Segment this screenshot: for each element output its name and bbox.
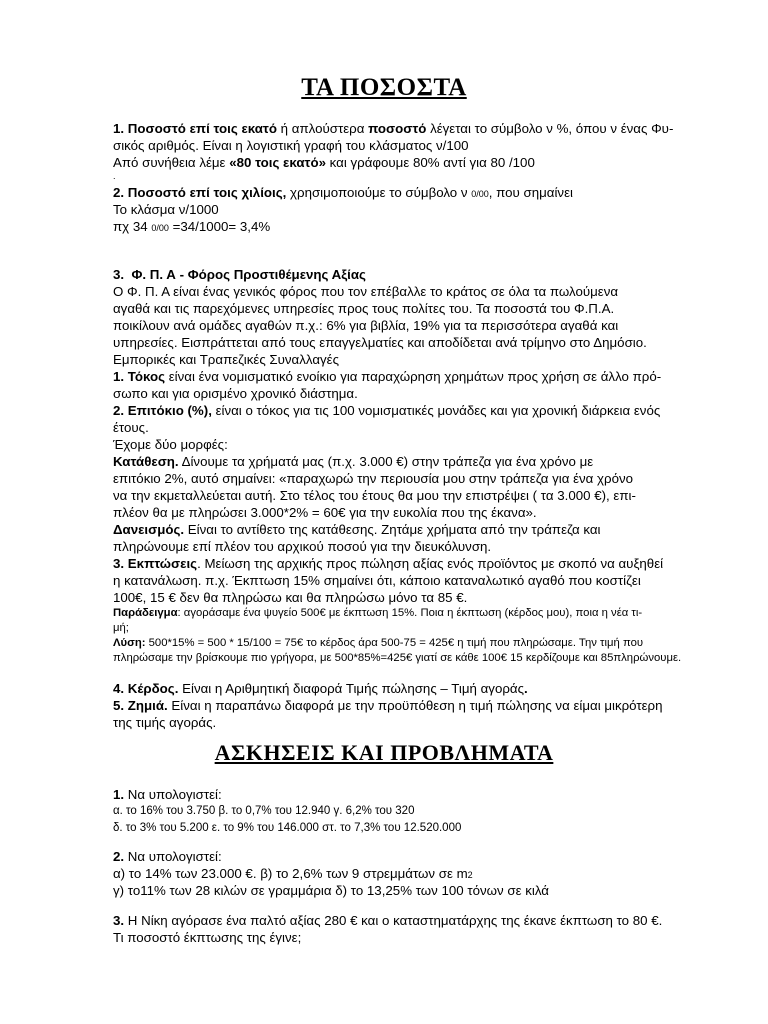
exercises-title: ΑΣΚΗΣΕΙΣ ΚΑΙ ΠΡΟΒΛΗΜΑΤΑ (214, 740, 554, 765)
section-permille-example: πχ 34 0/00 =34/1000= 3,4% (113, 219, 271, 234)
katathesi-line: πλέον θα με πληρώσει 3.000*2% = 60€ για την ευκολία που της έκανα». (113, 505, 537, 520)
term-permille: Ποσοστό επί τοις χιλίοις, (127, 185, 287, 200)
zimia-line-1: 5. Ζημιά. Είναι η παραπάνω διαφορά με την προϋπόθεση η τιμή πώλησης να είμαι μικρότερη (113, 698, 663, 713)
term-kerdos: 4. Κέρδος. (113, 681, 179, 696)
term-katathesi: Κατάθεση. (113, 454, 179, 469)
solution-line-1: Λύση: 500*15% = 500 * 15/100 = 75€ το κέρδος άρα 500-75 = 425€ η τιμή που πληρώσαμε. Την τιμή που (113, 637, 644, 649)
exercise-1-line-2: δ. το 3% του 5.200 ε. το 9% του 146.000 στ. το 7,3% του 12.520.000 (113, 822, 462, 834)
katathesi-line-1: Κατάθεση. Δίνουμε τα χρήματά μας (π.χ. 3.000 €) στην τράπεζα για ένα χρόνο με (113, 454, 594, 469)
forms-line: Έχομε δύο μορφές: (113, 437, 228, 452)
tokos-line-1: 1. Τόκος είναι ένα νομισματικό ενοίκιο για παραχώρηση χρημάτων προς χρήση σε άλλο πρό- (113, 369, 662, 384)
exercise-2-line-1: α) το 14% των 23.000 €. β) το 2,6% των 9 στρεμμάτων σε m2 (113, 866, 473, 881)
term-ekptoseis: 3. Εκπτώσεις (113, 556, 198, 571)
vat-line: αγαθά και τις παρεχόμενες υπηρεσίες προς τους πολίτες του. Τα ποσοστά του Φ.Π.Α. (113, 301, 615, 316)
epitokio-line-2: έτους. (113, 420, 149, 435)
example-label: Παράδειγμα (113, 607, 178, 619)
exercise-1-line-1: α. το 16% του 3.750 β. το 0,7% του 12.940 γ. 6,2% του 320 (113, 805, 415, 817)
exercise-1-prompt: 1. Να υπολογιστεί: (113, 787, 222, 802)
solution-label: Λύση: (113, 637, 146, 649)
section-vat-heading: 3. Φ. Π. Α - Φόρος Προστιθέμενης Αξίας (113, 267, 366, 282)
exercise-2-line-2: γ) το11% των 28 κιλών σε γραμμάρια δ) το 13,25% των 100 τόνων σε κιλά (113, 883, 549, 898)
vat-line: υπηρεσίες. Εισπράττεται από τους επαγγελματίες και αποδίδεται ανά τρίμηνο στο Δημόσιο. (113, 335, 647, 350)
example-line-2: μή; (113, 622, 129, 634)
stray-dot: . (113, 171, 116, 181)
example-block (113, 606, 688, 666)
page-title: ΤΑ ΠΟΣΟΣΤΑ (301, 74, 467, 101)
section-number: 1. (113, 121, 125, 136)
superscript: 2 (467, 870, 473, 880)
example-line-1: Παράδειγμα: αγοράσαμε ένα ψυγείο 500€ με έκπτωση 15%. Ποια η έκπτωση (κέρδος μου), ποια η νέα τι- (113, 607, 643, 619)
section-permille (113, 184, 688, 235)
permille-symbol: 0/00 (471, 189, 489, 199)
ekptoseis-line: 100€, 15 € δεν θα πληρώσω και θα πληρώσω μόνο τα 85 €. (113, 590, 468, 605)
transactions-heading: Εμπορικές και Τραπεζικές Συναλλαγές (113, 352, 340, 367)
ekptoseis-line: η κατανάλωση. π.χ. Έκπτωση 15% σημαίνει ότι, κάποιο καταναλωτικό αγαθό που κοστίζει (113, 573, 641, 588)
term-tokos: 1. Τόκος (113, 369, 166, 384)
vat-line: ποικίλουν ανά ομάδες αγαθών π.χ.: 6% για βιβλία, 19% για τα περισσότερα αγαθά και (113, 318, 619, 333)
section-percent-line-3: Από συνήθεια λέμε «80 τοις εκατό» και γράφουμε 80% αντί για 80 /100 (113, 155, 535, 170)
kerdos-line: 4. Κέρδος. Είναι η Αριθμητική διαφορά Τιμής πώλησης – Τιμή αγοράς. (113, 681, 528, 696)
katathesi-line: επιτόκιο 2%, αυτό σημαίνει: «παραχωρώ την περιουσία μου στην τράπεζα για ένα χρόνο (113, 471, 634, 486)
daneismos-line: πληρώνουμε επί πλέον του αρχικού ποσού για την διευκόλυνση. (113, 539, 492, 554)
daneismos-line-1: Δανεισμός. Είναι το αντίθετο της κατάθεσης. Ζητάμε χρήματα από την τράπεζα και (113, 522, 601, 537)
exercise-3-line-2: Τι ποσοστό έκπτωσης της έγινε; (113, 930, 302, 945)
section-profit-loss (113, 680, 688, 731)
section-percent-line-2: σικός αριθμός. Είναι η λογιστική γραφή του κλάσματος ν/100 (113, 138, 469, 153)
exercise-2 (113, 848, 688, 899)
exercise-3-line-1: 3. Η Νίκη αγόρασε ένα παλτό αξίας 280 € και ο καταστηματάρχης της έκανε έκπτωση το 80 €. (113, 913, 663, 928)
zimia-line-2: της τιμής αγοράς. (113, 715, 217, 730)
vat-line: Ο Φ. Π. Α είναι ένας γενικός φόρος που τον επέβαλλε το κράτος σε όλα τα πωλούμενα (113, 284, 619, 299)
section-permille-line-2: Το κλάσμα ν/1000 (113, 202, 219, 217)
tokos-line-2: σωπο και για ορισμένο χρονικό διάστημα. (113, 386, 358, 401)
term-daneismos: Δανεισμός. (113, 522, 185, 537)
exercise-2-prompt: 2. Να υπολογιστεί: (113, 849, 222, 864)
term-percent-short: ποσοστό (368, 121, 427, 136)
exercise-3 (113, 912, 688, 946)
katathesi-line: να την εκμεταλλεύεται αυτή. Στο τέλος του έτους θα μου την επιστρέψει ( τα 3.000 €), επι- (113, 488, 636, 503)
ekptoseis-line-1: 3. Εκπτώσεις. Μείωση της αρχικής προς πώληση αξίας ενός προϊόντος με σκοπό να αυξηθεί (113, 556, 664, 571)
epitokio-line-1: 2. Επιτόκιο (%), είναι ο τόκος για τις 100 νομισματικές μονάδες και για χρονική διάρκεια ενός (113, 403, 661, 418)
section-permille-line-1: 2. Ποσοστό επί τοις χιλίοις, χρησιμοποιούμε το σύμβολο ν 0/00, που σημαίνει (113, 185, 573, 200)
section-percent (113, 120, 688, 181)
term-zimia: 5. Ζημιά. (113, 698, 168, 713)
solution-line-2: πληρώσαμε την βρίσκουμε πιο γρήγορα, με 500*85%=425€ γιατί σε κάθε 100€ 15 κερδίζουμε και 85πληρώνουμε. (113, 652, 682, 664)
section-percent-line-1: 1. Ποσοστό επί τοις εκατό ή απλούστερα ποσοστό λέγεται το σύμβολο ν %, όπου ν ένας Φυ- (113, 121, 674, 136)
exercise-1 (113, 786, 688, 837)
section-vat (113, 266, 688, 606)
term-epitokio: 2. Επιτόκιο (%), (113, 403, 212, 418)
term-percent: Ποσοστό επί τοις εκατό (127, 121, 277, 136)
